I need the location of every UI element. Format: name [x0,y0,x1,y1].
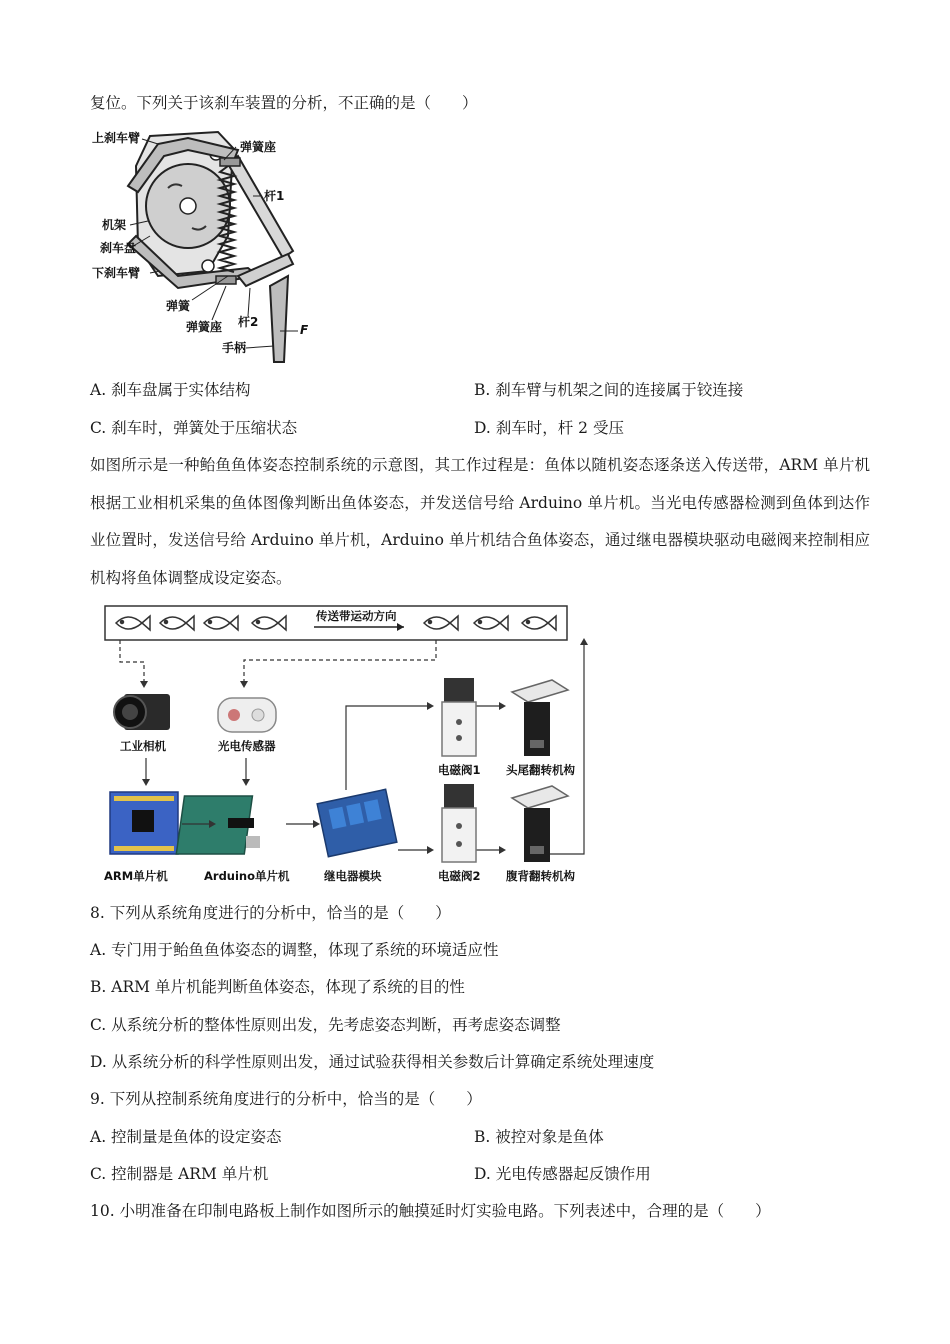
label-valve-2: 电磁阀2 [438,869,481,883]
label-valve-1: 电磁阀1 [438,763,481,777]
label-brake-disc: 刹车盘 [100,241,137,255]
label-photo-sensor: 光电传感器 [218,739,276,753]
head-tail-flip-icon [512,680,568,756]
q10-stem: 10. 小明准备在印制电路板上制作如图所示的触摸延时灯实验电路。下列表述中，合理的是（ ） [90,1202,771,1220]
label-handle: 手柄 [222,341,247,355]
q7-option-b: B. 刹车臂与机架之间的连接属于铰连接 [474,381,744,399]
label-relay-module: 继电器模块 [324,869,382,883]
solenoid-valve-2-icon [442,784,476,862]
q8-stem: 8. 下列从系统角度进行的分析中，恰当的是（ ） [90,904,451,922]
arm-board-icon [110,792,178,854]
label-arduino-mcu: Arduino单片机 [204,869,290,883]
label-belly-back-flip: 腹背翻转机构 [506,869,575,883]
fish-posture-system-figure [100,600,590,890]
conveyor-direction-label: 传送带运动方向 [316,609,397,623]
label-rod-2: 杆2 [238,315,259,329]
label-industrial-camera: 工业相机 [120,739,166,753]
arduino-board-icon [176,796,260,854]
label-frame: 机架 [102,218,127,232]
q7-option-d: D. 刹车时，杆 2 受压 [474,419,624,437]
q8-option-d: D. 从系统分析的科学性原则出发，通过试验获得相关参数后计算确定系统处理速度 [90,1053,655,1071]
industrial-camera-icon [114,694,170,730]
q8-option-b: B. ARM 单片机能判断鱼体姿态，体现了系统的目的性 [90,978,465,996]
q8-option-a: A. 专门用于鲐鱼鱼体姿态的调整，体现了系统的环境适应性 [90,941,499,959]
label-force: F [300,323,309,337]
label-upper-arm: 上刹车臂 [92,131,141,145]
label-rod-1: 杆1 [264,189,285,203]
label-head-tail-flip: 头尾翻转机构 [506,763,575,777]
brake-device-figure [88,126,328,366]
belly-back-flip-icon [512,786,568,862]
label-spring-seat-top: 弹簧座 [240,140,277,154]
q9-option-a: A. 控制量是鱼体的设定姿态 [90,1128,282,1146]
label-spring-seat-bottom: 弹簧座 [186,320,223,334]
relay-module-icon [317,789,397,856]
label-lower-arm: 下刹车臂 [92,266,141,280]
photo-sensor-icon [218,698,276,732]
q8-option-c: C. 从系统分析的整体性原则出发，先考虑姿态判断，再考虑姿态调整 [90,1016,561,1034]
q9-option-c: C. 控制器是 ARM 单片机 [90,1165,269,1183]
q7-option-a: A. 刹车盘属于实体结构 [90,381,251,399]
q7-option-c: C. 刹车时，弹簧处于压缩状态 [90,419,298,437]
q9-stem: 9. 下列从控制系统角度进行的分析中，恰当的是（ ） [90,1090,482,1108]
q9-option-d: D. 光电传感器起反馈作用 [474,1165,651,1183]
solenoid-valve-1-icon [442,678,476,756]
intro-paragraph: 如图所示是一种鲐鱼鱼体姿态控制系统的示意图，其工作过程是：鱼体以随机姿态逐条送入传送带，ARM 单片机根据工业相机采集的鱼体图像判断出鱼体姿态，并发送信号给 Arduino 单片机。当光电传感器检测到鱼体到达作业位置时，发送信号给 Arduino 单片机，Arduino 单片机结合鱼体姿态，通过继电器模块驱动电磁阀来控制相应机构将鱼体调整成设定姿态。 [90,456,870,587]
label-spring: 弹簧 [166,299,191,313]
question-7-tail: 复位。下列关于该刹车装置的分析，不正确的是（ ） [90,94,478,112]
q9-option-b: B. 被控对象是鱼体 [474,1128,604,1146]
label-arm-mcu: ARM单片机 [104,869,168,883]
